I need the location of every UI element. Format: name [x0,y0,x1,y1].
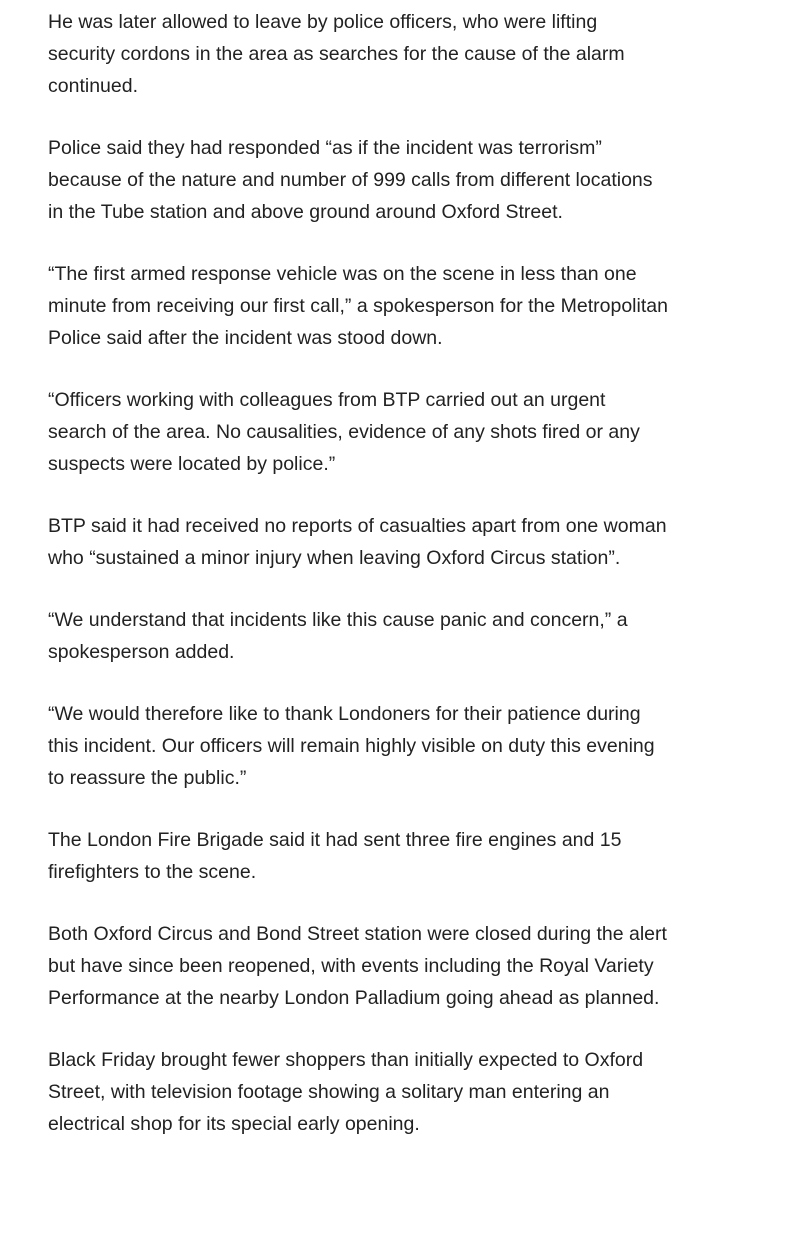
article-paragraph: “We understand that incidents like this cause panic and concern,” a spokesperson added. [48,609,628,663]
article-paragraph: Black Friday brought fewer shoppers than initially expected to Oxford Street, with television footage showing a solitary man entering an electrical shop for its special early opening. [48,1049,644,1135]
article-paragraph: “Officers working with colleagues from BTP carried out an urgent search of the area. No causalities, evidence of any shots fired or any suspects were located by police.” [48,389,640,475]
article-paragraph: He was later allowed to leave by police officers, who were lifting security cordons in the area as searches for the cause of the alarm continued. [48,11,625,97]
article-paragraph: Police said they had responded “as if the incident was terrorism” because of the nature and number of 999 calls from different locations in the Tube station and above ground around Oxford Street. [48,137,653,223]
article-paragraph: The London Fire Brigade said it had sent three fire engines and 15 firefighters to the scene. [48,829,622,883]
article-paragraph: “We would therefore like to thank Londoners for their patience during this incident. Our officers will remain highly visible on duty this evening to reassure the public.” [48,703,655,789]
article-paragraph: Both Oxford Circus and Bond Street station were closed during the alert but have since been reopened, with events including the Royal Variety Performance at the nearby London Palladium going ahead as planned. [48,923,667,1009]
article-body [48,6,668,1170]
article-paragraph: “The first armed response vehicle was on the scene in less than one minute from receiving our first call,” a spokesperson for the Metropolitan Police said after the incident was stood down. [48,263,668,349]
article-paragraph: BTP said it had received no reports of casualties apart from one woman who “sustained a minor injury when leaving Oxford Circus station”. [48,515,667,569]
